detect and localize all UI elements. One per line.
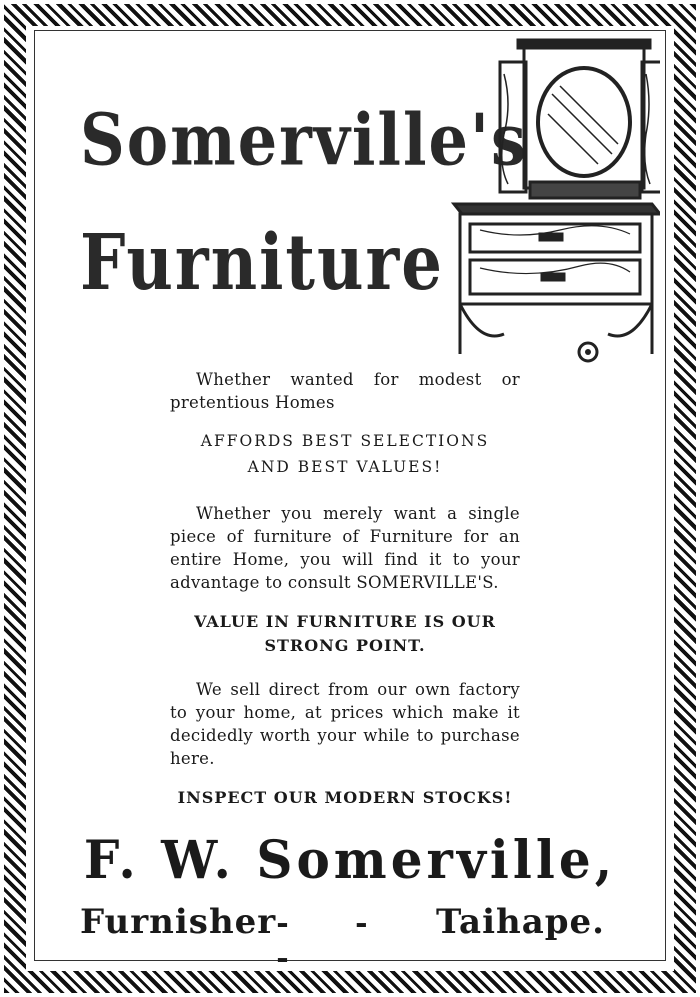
heading-line-1: Somerville's: [80, 98, 528, 182]
footer-row: [80, 902, 605, 976]
value-line-2: STRONG POINT.: [264, 636, 426, 655]
consult-paragraph: [170, 502, 520, 594]
footer-dashes: - - -: [276, 906, 396, 976]
inspect-callout: [170, 786, 520, 810]
intro-paragraph-text: Whether wanted for modest or pretentious Homes: [170, 370, 520, 412]
inspect-line: INSPECT OUR MODERN STOCKS!: [177, 788, 513, 807]
consult-paragraph-text: Whether you merely want a single piece of furniture of Furniture for an entire Home, you will find it to your advantage to consult SOMERVILLE'S.: [170, 504, 520, 592]
selections-line-1: AFFORDS BEST SELECTIONS: [200, 432, 490, 450]
value-callout: [170, 610, 520, 658]
selections-line-2: AND BEST VALUES!: [247, 458, 443, 476]
dressing-table-icon: [440, 34, 660, 370]
consult-text: [170, 502, 520, 594]
factory-paragraph: [170, 678, 520, 770]
footer-trade: Furnisher: [80, 902, 277, 942]
value-line-1: VALUE IN FURNITURE IS OUR: [194, 612, 496, 631]
intro-text: [170, 368, 520, 414]
heading-line-2: Furniture: [80, 218, 444, 308]
selections-callout: [170, 428, 520, 480]
proprietor-signature: F. W. Somerville,: [83, 828, 617, 891]
factory-text: [170, 678, 520, 770]
intro-paragraph: [170, 368, 520, 414]
footer-town: Taihape.: [436, 902, 605, 942]
factory-paragraph-text: We sell direct from our own factory to your home, at prices which make it decidedly worth your while to purchase here.: [170, 680, 520, 768]
